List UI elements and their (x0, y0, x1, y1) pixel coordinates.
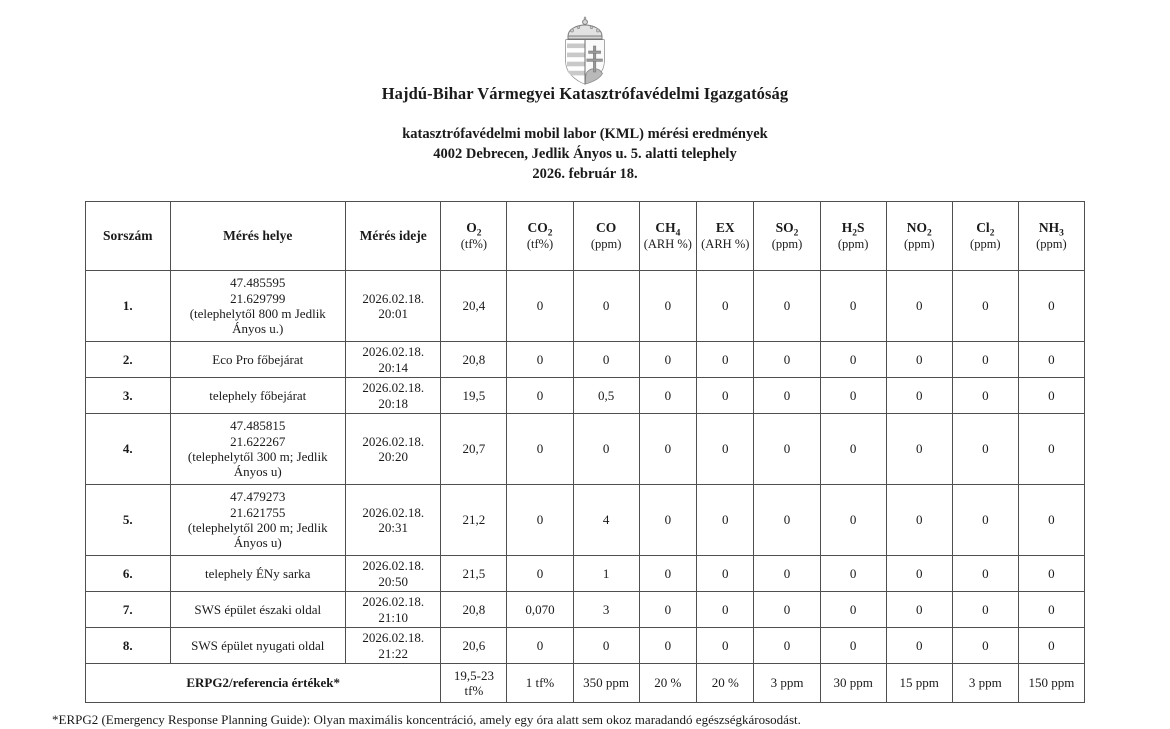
measurement-time: 2026.02.18. 20:50 (346, 556, 441, 592)
table-row (86, 271, 1085, 342)
reference-value-nh3: 150 ppm (1018, 664, 1084, 703)
column-header-6 (573, 202, 639, 271)
report-subtitle (0, 124, 1170, 184)
value-so2: 0 (754, 628, 820, 664)
value-no2: 0 (886, 556, 952, 592)
row-index: 2. (86, 342, 171, 378)
measurement-location: SWS épület északi oldal (170, 592, 346, 628)
value-h2s: 0 (820, 628, 886, 664)
measurement-location: Eco Pro főbejárat (170, 342, 346, 378)
value-no2: 0 (886, 342, 952, 378)
column-header-10 (820, 202, 886, 271)
row-index: 4. (86, 414, 171, 485)
reference-value-ch4: 20 % (639, 664, 696, 703)
emblem-container (0, 0, 1170, 78)
title-block (0, 84, 1170, 184)
table-row (86, 414, 1085, 485)
row-index: 8. (86, 628, 171, 664)
measurement-time: 2026.02.18. 20:31 (346, 485, 441, 556)
value-co: 3 (573, 592, 639, 628)
column-header-7 (639, 202, 696, 271)
table-row (86, 556, 1085, 592)
value-o2: 21,5 (441, 556, 507, 592)
measurement-location: telephely ÉNy sarka (170, 556, 346, 592)
column-header-5 (507, 202, 573, 271)
column-header-unit: (ppm) (970, 237, 1001, 252)
value-co: 1 (573, 556, 639, 592)
subtitle-line-date: 2026. február 18. (532, 166, 638, 182)
reference-values-label: ERPG2/referencia értékek* (86, 664, 441, 703)
value-co2: 0 (507, 342, 573, 378)
measurement-time: 2026.02.18. 21:22 (346, 628, 441, 664)
value-no2: 0 (886, 592, 952, 628)
column-header-label: EX (715, 220, 735, 236)
column-header-unit: (ppm) (837, 237, 869, 252)
column-header-label: Sorszám (103, 228, 153, 244)
measurement-location: telephely főbejárat (170, 378, 346, 414)
row-index: 1. (86, 271, 171, 342)
value-co2: 0 (507, 271, 573, 342)
table-body (86, 271, 1085, 664)
value-co2: 0 (507, 414, 573, 485)
table-footer (86, 664, 1085, 703)
column-header-label: $H_2S$ (841, 220, 865, 239)
value-cl2: 0 (952, 628, 1018, 664)
value-co: 0 (573, 628, 639, 664)
value-co2: 0 (507, 378, 573, 414)
value-h2s: 0 (820, 485, 886, 556)
hungarian-coat-of-arms-icon (555, 16, 615, 88)
value-h2s: 0 (820, 378, 886, 414)
value-ch4: 0 (639, 556, 696, 592)
column-header-unit: (ARH %) (643, 237, 692, 252)
organization-title: Hajdú-Bihar Vármegyei Katasztrófavédelmi Igazgatóság (381, 84, 789, 103)
value-co: 4 (573, 485, 639, 556)
value-nh3: 0 (1018, 271, 1084, 342)
subtitle-line-address: 4002 Debrecen, Jedlik Ányos u. 5. alatti telephely (433, 146, 737, 162)
value-cl2: 0 (952, 342, 1018, 378)
value-ch4: 0 (639, 628, 696, 664)
measurement-location: 47.479273 21.621755 (telephelytől 200 m; Jedlik Ányos u) (170, 485, 346, 556)
value-cl2: 0 (952, 556, 1018, 592)
reference-values-row (86, 664, 1085, 703)
value-co: 0 (573, 342, 639, 378)
measurement-time: 2026.02.18. 20:20 (346, 414, 441, 485)
value-no2: 0 (886, 414, 952, 485)
value-ex: 0 (697, 342, 754, 378)
value-co: 0,5 (573, 378, 639, 414)
value-cl2: 0 (952, 271, 1018, 342)
value-ch4: 0 (639, 271, 696, 342)
measurement-time: 2026.02.18. 20:01 (346, 271, 441, 342)
column-header-13 (1018, 202, 1084, 271)
value-cl2: 0 (952, 414, 1018, 485)
value-ch4: 0 (639, 378, 696, 414)
value-h2s: 0 (820, 342, 886, 378)
value-ex: 0 (697, 271, 754, 342)
value-co2: 0 (507, 485, 573, 556)
column-header-label: CO (595, 220, 617, 236)
measurements-table (85, 201, 1085, 703)
row-index: 3. (86, 378, 171, 414)
column-header-11 (886, 202, 952, 271)
subtitle-line-measurement: katasztrófavédelmi mobil labor (KML) mérési eredmények (402, 126, 768, 142)
value-so2: 0 (754, 592, 820, 628)
value-o2: 20,8 (441, 342, 507, 378)
column-header-unit: (ppm) (590, 237, 622, 252)
value-ex: 0 (697, 592, 754, 628)
value-no2: 0 (886, 378, 952, 414)
value-ex: 0 (697, 414, 754, 485)
column-header-12 (952, 202, 1018, 271)
value-o2: 19,5 (441, 378, 507, 414)
measurement-time: 2026.02.18. 20:14 (346, 342, 441, 378)
value-so2: 0 (754, 556, 820, 592)
column-header-9 (754, 202, 820, 271)
value-so2: 0 (754, 271, 820, 342)
table-row (86, 592, 1085, 628)
column-header-label: $O_2$ (466, 220, 482, 239)
reference-value-ex: 20 % (697, 664, 754, 703)
table-header-row (86, 202, 1085, 271)
column-header-unit: (tf%) (460, 237, 488, 252)
row-index: 6. (86, 556, 171, 592)
value-nh3: 0 (1018, 414, 1084, 485)
column-header-label: $Cl_2$ (976, 220, 995, 239)
column-header-unit: (ppm) (903, 237, 935, 252)
value-ex: 0 (697, 378, 754, 414)
value-nh3: 0 (1018, 592, 1084, 628)
value-cl2: 0 (952, 485, 1018, 556)
table-row (86, 628, 1085, 664)
reference-value-co2: 1 tf% (507, 664, 573, 703)
table-row (86, 485, 1085, 556)
value-cl2: 0 (952, 592, 1018, 628)
value-o2: 20,6 (441, 628, 507, 664)
column-header-1 (86, 202, 171, 271)
column-header-unit: (tf%) (526, 237, 554, 252)
column-header-label: $NH_3$ (1038, 220, 1064, 239)
value-so2: 0 (754, 378, 820, 414)
reference-value-co: 350 ppm (573, 664, 639, 703)
column-header-2 (170, 202, 346, 271)
column-header-unit: (ppm) (1036, 237, 1067, 252)
reference-value-h2s: 30 ppm (820, 664, 886, 703)
value-o2: 21,2 (441, 485, 507, 556)
value-co2: 0,070 (507, 592, 573, 628)
value-o2: 20,4 (441, 271, 507, 342)
value-no2: 0 (886, 628, 952, 664)
value-o2: 20,7 (441, 414, 507, 485)
value-nh3: 0 (1018, 556, 1084, 592)
value-ex: 0 (697, 485, 754, 556)
column-header-label: $CO_2$ (527, 220, 553, 239)
measurement-location: 47.485815 21.622267 (telephelytől 300 m; Jedlik Ányos u) (170, 414, 346, 485)
column-header-label: $SO_2$ (775, 220, 799, 239)
value-nh3: 0 (1018, 628, 1084, 664)
value-ch4: 0 (639, 342, 696, 378)
value-ch4: 0 (639, 485, 696, 556)
reference-value-no2: 15 ppm (886, 664, 952, 703)
table-row (86, 378, 1085, 414)
column-header-unit: (ppm) (771, 237, 803, 252)
value-no2: 0 (886, 485, 952, 556)
measurement-time: 2026.02.18. 20:18 (346, 378, 441, 414)
value-h2s: 0 (820, 414, 886, 485)
column-header-unit: (ARH %) (701, 237, 750, 252)
measurement-location: 47.485595 21.629799 (telephelytől 800 m Jedlik Ányos u.) (170, 271, 346, 342)
value-nh3: 0 (1018, 342, 1084, 378)
table-header (86, 202, 1085, 271)
reference-value-so2: 3 ppm (754, 664, 820, 703)
measurements-table-container (85, 201, 1085, 703)
value-cl2: 0 (952, 378, 1018, 414)
value-no2: 0 (886, 271, 952, 342)
footnote-text: *ERPG2 (Emergency Response Planning Guide): Olyan maximális koncentráció, amely egy óra alatt sem okoz maradandó egészségkárosodást. (52, 712, 801, 727)
value-h2s: 0 (820, 271, 886, 342)
column-header-label: Mérés ideje (359, 228, 427, 244)
value-co2: 0 (507, 628, 573, 664)
value-ex: 0 (697, 628, 754, 664)
value-ch4: 0 (639, 414, 696, 485)
reference-value-cl2: 3 ppm (952, 664, 1018, 703)
value-h2s: 0 (820, 592, 886, 628)
column-header-3 (346, 202, 441, 271)
measurement-location: SWS épület nyugati oldal (170, 628, 346, 664)
value-h2s: 0 (820, 556, 886, 592)
column-header-label: $CH_4$ (655, 220, 681, 239)
measurement-time: 2026.02.18. 21:10 (346, 592, 441, 628)
column-header-4 (441, 202, 507, 271)
table-row (86, 342, 1085, 378)
value-nh3: 0 (1018, 378, 1084, 414)
value-so2: 0 (754, 485, 820, 556)
value-so2: 0 (754, 342, 820, 378)
value-co: 0 (573, 271, 639, 342)
column-header-label: $NO_2$ (906, 220, 932, 239)
reference-value-o2: 19,5-23 tf% (441, 664, 507, 703)
row-index: 5. (86, 485, 171, 556)
column-header-8 (697, 202, 754, 271)
value-ex: 0 (697, 556, 754, 592)
value-so2: 0 (754, 414, 820, 485)
value-nh3: 0 (1018, 485, 1084, 556)
column-header-label: Mérés helye (223, 228, 293, 244)
value-co: 0 (573, 414, 639, 485)
row-index: 7. (86, 592, 171, 628)
value-o2: 20,8 (441, 592, 507, 628)
value-co2: 0 (507, 556, 573, 592)
value-ch4: 0 (639, 592, 696, 628)
